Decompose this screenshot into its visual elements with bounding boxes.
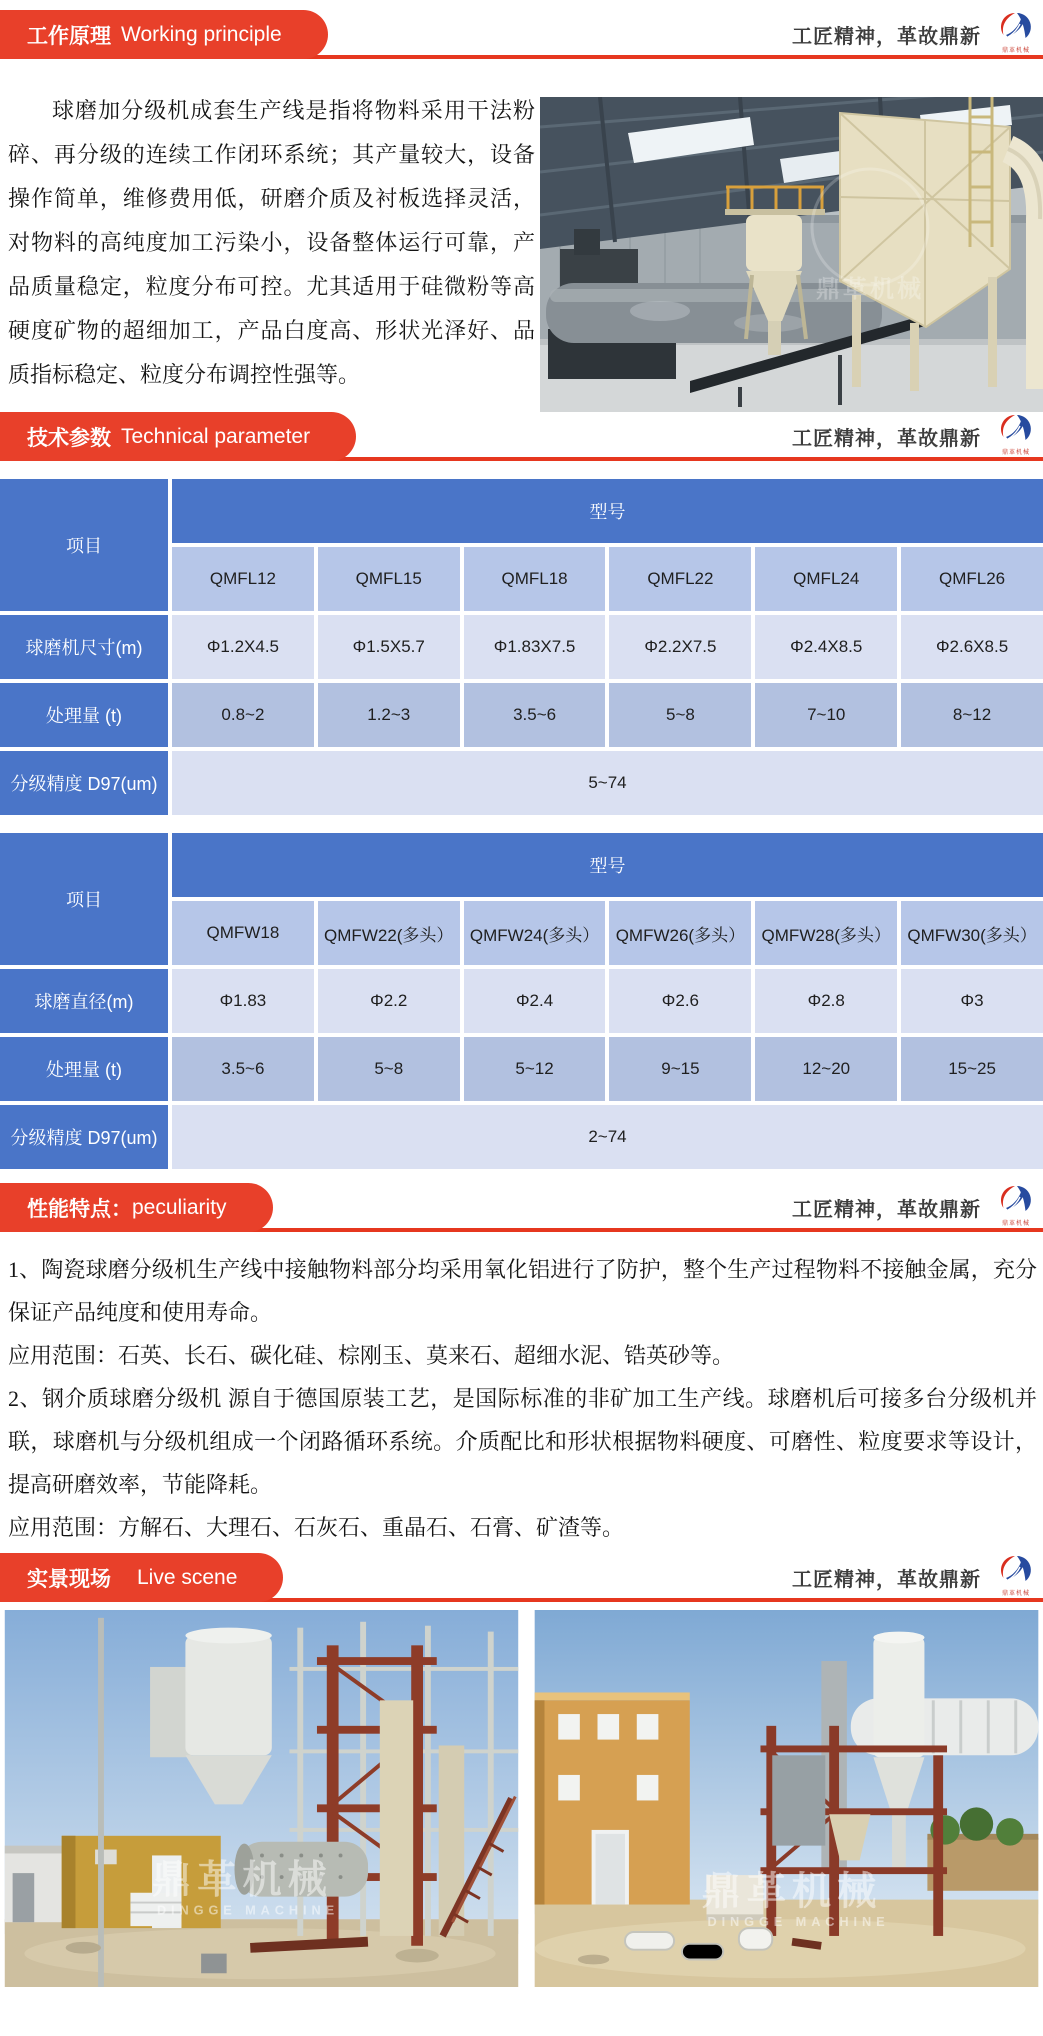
value-cell: Φ1.5X5.7 [318,615,460,679]
feature-item-1: 1、陶瓷球磨分级机生产线中接触物料部分均采用氧化铝进行了防护，整个生产过程物料不接触金属，充分保证产品纯度和使用寿命。 [8,1257,1037,1325]
brand-motto: 工匠精神，革故鼎新 [792,26,981,48]
brand-motto: 工匠精神，革故鼎新 [792,428,981,450]
section-title-zh: 技术参数 [27,426,111,450]
row-label-capacity: 处理量 (t) [0,683,168,747]
value-cell: 5~8 [609,683,751,747]
section-title-zh: 实景现场 [27,1567,111,1591]
model-cell: QMFW26(多头） [609,901,751,965]
feature-scope-2: 应用范围：方解石、大理石、石灰石、重晶石、石膏、矿渣等。 [8,1515,625,1540]
value-cell: Φ2.6X8.5 [901,615,1043,679]
logo-caption: 鼎革机械 [1001,47,1030,54]
model-cell: QMFL15 [318,547,460,611]
row-label-mill-size: 球磨机尺寸(m) [0,615,168,679]
value-cell: Φ1.2X4.5 [172,615,314,679]
brand-motto: 工匠精神，革故鼎新 [792,1569,981,1591]
photo-watermark-en: DINGGE MACHINE [707,1914,890,1930]
factory-interior-photo [540,97,1043,412]
site-photo-left [0,1610,523,1987]
table-model-header: 型号 [172,479,1043,543]
company-logo-icon [993,1555,1039,1601]
value-cell: 3.5~6 [464,683,606,747]
value-cell: Φ1.83X7.5 [464,615,606,679]
model-cell: QMFW22(多头） [318,901,460,965]
brand-motto: 工匠精神，革故鼎新 [792,1199,981,1221]
feature-scope-1: 应用范围：石英、长石、碳化硅、棕刚玉、莫来石、超细水泥、锆英砂等。 [8,1343,735,1368]
photo-watermark-zh: 鼎革机械 [701,1869,883,1914]
row-label-capacity: 处理量 (t) [0,1037,168,1101]
value-cell: 8~12 [901,683,1043,747]
section-title-en: Live scene [137,1565,238,1589]
section-header-working-principle [0,10,1043,59]
logo-caption: 鼎革机械 [1001,1220,1030,1227]
value-cell: 3.5~6 [172,1037,314,1101]
value-cell: 15~25 [901,1037,1043,1101]
value-cell: 12~20 [755,1037,897,1101]
value-cell: Φ2.4 [464,969,606,1033]
model-cell: QMFW18 [172,901,314,965]
model-cell: QMFW24(多头） [464,901,606,965]
site-photo-right [530,1610,1043,1987]
section-title-zh: 性能特点： [27,1197,132,1221]
company-logo-icon [993,12,1039,58]
parameter-table-qmfw [0,833,1043,1169]
section-title-pill [0,1553,283,1602]
value-cell: 7~10 [755,683,897,747]
value-cell: 9~15 [609,1037,751,1101]
table-corner-cell: 项目 [0,479,168,611]
span-value-cell: 5~74 [172,751,1043,815]
feature-item-2: 2、钢介质球磨分级机 源自于德国原装工艺，是国际标准的非矿加工生产线。球磨机后可接多台分级机并联，球磨机与分级机组成一个闭路循环系统。介质配比和形状根据物料硬度、可磨性、粒度要求等设计，提高研磨效率，节能降耗。 [8,1386,1037,1497]
section-title-en: peculiarity [132,1195,227,1219]
section-title-pill [0,1183,273,1232]
value-cell: Φ2.8 [755,969,897,1033]
row-label-mill-diameter: 球磨直径(m) [0,969,168,1033]
section-title-en: Technical parameter [121,424,311,448]
photo-watermark-zh: 鼎革机械 [816,276,924,303]
value-cell: Φ2.2 [318,969,460,1033]
header-right [792,414,1039,460]
section-header-live-scene [0,1553,1043,1602]
company-logo-icon [993,414,1039,460]
photo-watermark-zh: 鼎革机械 [152,1857,333,1902]
span-value-cell: 2~74 [172,1105,1043,1169]
value-cell: Φ3 [901,969,1043,1033]
value-cell: Φ2.4X8.5 [755,615,897,679]
model-cell: QMFL18 [464,547,606,611]
value-cell: Φ2.6 [609,969,751,1033]
logo-caption: 鼎革机械 [1001,1590,1030,1597]
working-principle-content [0,89,1043,412]
photo-watermark-en: DINGGE MACHINE [156,1902,340,1918]
header-right [792,1185,1039,1231]
working-principle-paragraph: 球磨加分级机成套生产线是指将物料采用干法粉碎、再分级的连续工作闭环系统；其产量较大，设备操作简单，维修费用低，研磨介质及衬板选择灵活，对物料的高纯度加工污染小，设备整体运行可靠，产品质量稳定，粒度分布可控。尤其适用于硅微粉等高硬度矿物的超细加工，产品白度高、形状光泽好、品质指标稳定、粒度分布调控性强等。 [8,98,535,387]
value-cell: 5~12 [464,1037,606,1101]
logo-caption: 鼎革机械 [1001,449,1030,456]
row-label-fineness: 分级精度 D97(um) [0,1105,168,1169]
section-header-technical-parameter [0,412,1043,461]
model-cell: QMFL22 [609,547,751,611]
model-cell: QMFL12 [172,547,314,611]
table-corner-cell: 项目 [0,833,168,965]
company-logo-icon [993,1185,1039,1231]
peculiarity-content [0,1248,1043,1549]
parameter-table-qmfl [0,479,1043,815]
value-cell: Φ2.2X7.5 [609,615,751,679]
table-model-header: 型号 [172,833,1043,897]
section-header-peculiarity [0,1183,1043,1232]
section-title-zh: 工作原理 [27,24,111,48]
section-title-pill [0,10,328,59]
model-cell: QMFW28(多头） [755,901,897,965]
row-label-fineness: 分级精度 D97(um) [0,751,168,815]
section-title-pill [0,412,356,461]
model-cell: QMFL26 [901,547,1043,611]
section-title-en: Working principle [121,22,282,46]
value-cell: 5~8 [318,1037,460,1101]
model-cell: QMFL24 [755,547,897,611]
live-scene-photos [0,1610,1043,1987]
value-cell: 1.2~3 [318,683,460,747]
model-cell: QMFW30(多头） [901,901,1043,965]
value-cell: Φ1.83 [172,969,314,1033]
header-right [792,12,1039,58]
header-right [792,1555,1039,1601]
value-cell: 0.8~2 [172,683,314,747]
